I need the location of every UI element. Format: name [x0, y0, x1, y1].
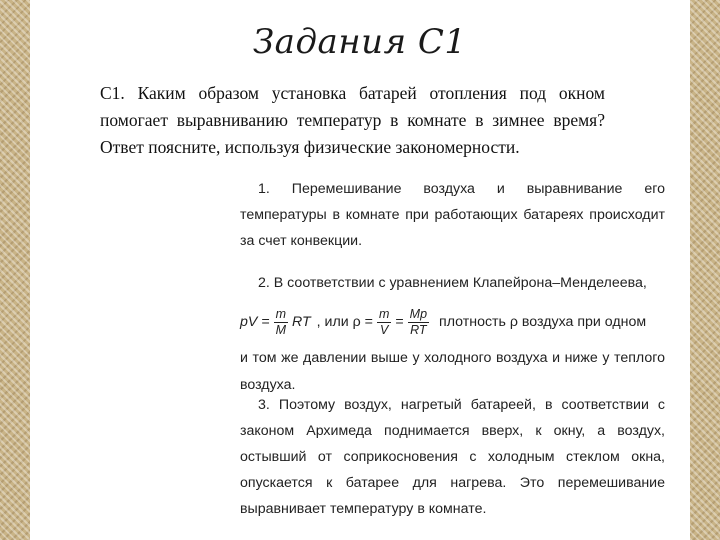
fraction-m-over-V: [377, 307, 391, 338]
formula-mid: , или ρ =: [316, 313, 373, 330]
right-decorative-border: [690, 0, 720, 540]
fraction-denominator: M: [275, 322, 287, 337]
formula-lhs: pV =: [240, 313, 270, 330]
fraction-Mp-over-RT: [408, 307, 429, 338]
formula-line: [240, 299, 665, 345]
left-decorative-border: [0, 0, 30, 540]
answer-paragraph-1: [240, 176, 665, 254]
formula-equals: =: [395, 313, 404, 330]
fraction-numerator: Mp: [409, 306, 428, 321]
slide-title: Задания С1: [253, 22, 467, 62]
answer-paragraph-2-intro: [240, 270, 665, 297]
answer-paragraph-2-end: и том же давлении выше у холодного воздуха и ниже у теплого воздуха.: [240, 350, 665, 393]
fraction-m-over-M: [274, 307, 288, 338]
fraction-numerator: m: [378, 306, 390, 321]
formula-tail-text: плотность ρ воздуха при одном: [439, 313, 647, 330]
fraction-denominator: V: [379, 322, 389, 337]
answer-paragraph-2: [240, 270, 665, 399]
answer-paragraph-1-text: 1. Перемешивание воздуха и выравнивание его температуры в комнате при работающих батареях происходит за счет конвекции.: [240, 181, 665, 249]
fraction-denominator: RT: [410, 322, 427, 337]
formula-rt: RT: [292, 313, 311, 330]
answer-paragraph-3: [240, 392, 665, 522]
question-text: С1. Каким образом установка батарей отопления под окном помогает выравниванию температур в комнате в зимнее время? Ответ поясните, используя физические закономерности.: [100, 83, 605, 157]
fraction-numerator: m: [275, 306, 287, 321]
intro-text: 2. В соответствии с уравнением Клапейрона–Менделеева,: [258, 275, 647, 291]
answer-paragraph-3-text: 3. Поэтому воздух, нагретый батареей, в соответствии с законом Архимеда поднимается вверх, к окну, а воздух, остывший от соприкосновения с холодным стеклом окна, опускается к батарее для нагрева. Это перемешивание выравнивает температуру в комнате.: [240, 397, 665, 517]
